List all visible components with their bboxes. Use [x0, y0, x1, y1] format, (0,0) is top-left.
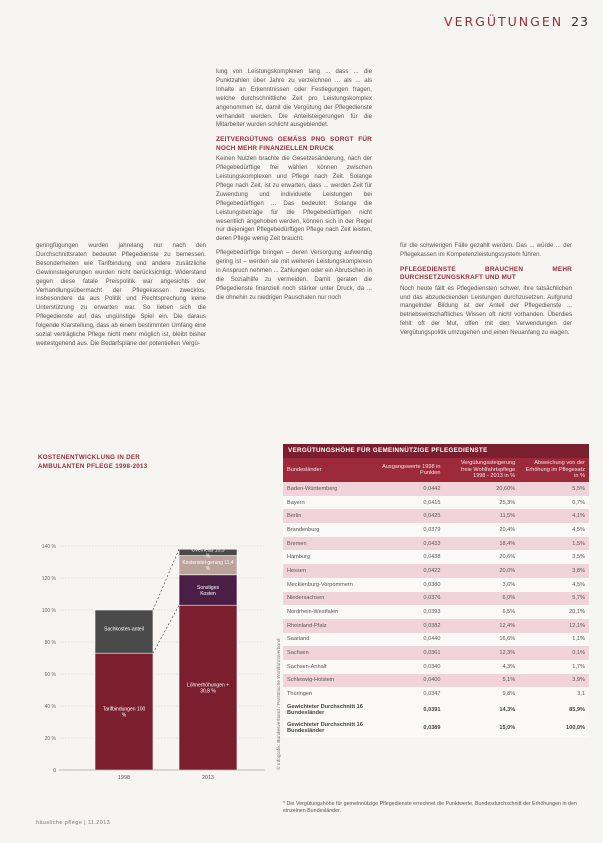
- table-cell: 1,5%: [519, 537, 589, 551]
- table-row: [283, 578, 589, 592]
- table-cell: 0,0415: [373, 496, 444, 510]
- page-header: [444, 14, 589, 29]
- table-cell: 0,7%: [519, 496, 589, 510]
- table-cell: 0,0380: [373, 578, 444, 592]
- category-label: 2013: [201, 775, 215, 781]
- table-header-cell: Vergütungssteigerung freie Wohlfahrtspflege 1998 - 2013 in %: [445, 458, 520, 482]
- table-cell: Gewichteter Durchschnitt 16 Bundesländer: [283, 701, 373, 719]
- connector-line: [153, 605, 179, 653]
- table-header-cell: Ausgangswerte 1998 in Punkten: [373, 458, 444, 482]
- table-cell: 6,5%: [445, 605, 520, 619]
- paragraph: geringfügungen wurden jahrelang nur nach den Durchschnittsraten bedeutet Pflegedienste zu bemessen. Besonderheiten wie Tarifbindung und andere zusätzliche Gewinnsteigerungen wurden nicht berücksichtigt. Widerstand gegen diese fatale Preispolitik war angesichts der Verhandlungsübermacht der Pflegekassen zwecklos, insbesondere da aus Politik und Rechtsprechung keine Unterstützung zu erwarten war. So lieben sich die Pflegedienste auf das ungünstige Spiel ein. Die daraus folgende Klarstellung, dass ab einem bestimmten Umfang eine sozial verträgliche Pflege nicht mehr möglich ist, bleibt bisher weitestgehend aus. Die Bedarfspläne der potentiellen Vergü-: [36, 242, 206, 347]
- table-cell: 0,0440: [373, 633, 444, 647]
- segment-label: Löhnerhöhungen + 30,8 %: [186, 682, 230, 695]
- table-cell: 5,7%: [519, 592, 589, 606]
- table-cell: 0,0340: [373, 660, 444, 674]
- table-cell: Brandenburg: [283, 523, 373, 537]
- table-cell: 3,8%: [519, 564, 589, 578]
- section-title: VERGÜTUNGEN: [444, 14, 564, 29]
- table-cell: 20,4%: [445, 523, 520, 537]
- table-total-row: [283, 719, 589, 737]
- table-cell: 5,1%: [445, 674, 520, 688]
- table-cell: Baden-Württemberg: [283, 482, 373, 496]
- table-cell: Nordrhein-Westfalen: [283, 605, 373, 619]
- table-cell: 14,3%: [445, 701, 520, 719]
- column-right: [400, 242, 572, 338]
- table-cell: 20,1%: [519, 605, 589, 619]
- table-cell: 12,1%: [519, 619, 589, 633]
- table-cell: 4,5%: [519, 578, 589, 592]
- table-total-row: [283, 701, 589, 719]
- table-cell: 85,9%: [519, 701, 589, 719]
- table-cell: 0,0376: [373, 592, 444, 606]
- table-row: [283, 633, 589, 647]
- tick-label: 140 %: [41, 544, 56, 550]
- cost-chart: [33, 470, 275, 781]
- paragraph: Pflegebedürftige bringen – deren Versorgung aufwendig gering ist – werden sie mit weiteren Leistungskomplexen in Anspruch nehmen ... Zahlungen oder ein Abrutschen in die Sozialhilfe zu vermeiden. Damit geraten die Pflegedienste finanziell noch stärker unter Druck, da ... die ohnehin zu niedrigen Pauschalen nur noch: [216, 249, 372, 301]
- table-cell: 0,0425: [373, 509, 444, 523]
- tick-label: 0: [53, 768, 56, 774]
- tick-label: 120 %: [41, 576, 56, 582]
- table-cell: 0,0382: [373, 619, 444, 633]
- table-cell: 20,6%: [445, 550, 520, 564]
- segment-label: Sonstiges Kosten: [197, 585, 219, 597]
- table-cell: 6,0%: [445, 592, 520, 606]
- segment-label: Overhead 15,5 %: [191, 547, 225, 560]
- table-cell: Hamburg: [283, 550, 373, 564]
- table-cell: 0,0400: [373, 674, 444, 688]
- table-row: [283, 660, 589, 674]
- page-footer: häusliche pflege | 11.2013: [36, 820, 111, 826]
- paragraph: lung von Leistungskomplexen lang ... dass ... die Punktzahlen über Jahre zu verzeichnen ... als ... als Inhalte an Erkenntnissen oder Festlegungen fragen, welche durchschnittliche Zeit pro Leistungskomplex angenommen ist, damit die Vergütung der Pflegedienste verhandelt werden. Die Anteilsteigerungen für die Mitarbeiter wurden schlicht ausgeblendet.: [216, 68, 372, 129]
- table-cell: 0,0393: [373, 605, 444, 619]
- tick-label: 80 %: [44, 640, 56, 646]
- segment-label: Sachkosten-anteil: [104, 626, 144, 633]
- table-cell: 4,1%: [519, 509, 589, 523]
- table-row: [283, 550, 589, 564]
- chart-title: KOSTENENTWICKLUNG IN DER AMBULANTEN PFLEGE 1998-2013: [38, 454, 148, 470]
- table-cell: 20,0%: [445, 564, 520, 578]
- tick-label: 20 %: [44, 736, 56, 742]
- table-row: [283, 687, 589, 701]
- page-number: 23: [571, 14, 589, 29]
- table-row: [283, 482, 589, 496]
- table-row: [283, 564, 589, 578]
- table-cell: 0,0438: [373, 550, 444, 564]
- table-cell: 0,0442: [373, 482, 444, 496]
- table-cell: Bayern: [283, 496, 373, 510]
- table-cell: 3,9%: [519, 674, 589, 688]
- table-cell: Schleswig-Holstein: [283, 674, 373, 688]
- table-cell: 0,0379: [373, 523, 444, 537]
- table-cell: 16,6%: [445, 633, 520, 647]
- table-cell: 0,0347: [373, 687, 444, 701]
- paragraph: für die schwierigen Fälle gezahlt werden. Das ... würde ... der Pflegekassen im Kompetenzleistungssystem führen.: [400, 242, 572, 258]
- column-left: [36, 242, 206, 349]
- connector-line: [153, 549, 179, 610]
- table-cell: Saarland: [283, 633, 373, 647]
- table-row: [283, 592, 589, 606]
- table-cell: 0,0391: [373, 701, 444, 719]
- table-cell: 1,1%: [519, 633, 589, 647]
- table-cell: 0,1%: [519, 646, 589, 660]
- tick-label: 100 %: [41, 608, 56, 614]
- table-cell: 11,5%: [445, 509, 520, 523]
- table-cell: Mecklenburg-Vorpommern: [283, 578, 373, 592]
- table-cell: Sachsen: [283, 646, 373, 660]
- table-cell: 15,0%: [445, 719, 520, 737]
- table-cell: 4,3%: [445, 660, 520, 674]
- table-cell: Gewichteter Durchschnitt 16 Bundesländer: [283, 719, 373, 737]
- table-header-cell: Abweichung von der Erhöhung im Pflegesatz in %: [519, 458, 589, 482]
- table-cell: 18,4%: [445, 537, 520, 551]
- table-cell: Sachsen-Anhalt: [283, 660, 373, 674]
- table-cell: 0,0389: [373, 719, 444, 737]
- column-middle: [216, 68, 372, 303]
- table-row: [283, 537, 589, 551]
- table-cell: 0,0361: [373, 646, 444, 660]
- tick-label: 60 %: [44, 672, 56, 678]
- compensation-table-panel: [283, 444, 589, 737]
- table-cell: 5,5%: [519, 482, 589, 496]
- paragraph: Noch heute fällt es Pflegediensten schwer, ihre tatsächlichen und das abzudeckenden Leistungen durchzusetzen. Aufgrund mangelnder Bildung ist der Anteil der Pflegedienste ... betriebswirtschaftliches Wissen oft nicht vorhanden. Überdies fehlt oft der Mut, offen mit den Verwendungen der Vergütungspolitik umzugehen und einen Neuanfang zu wagen.: [400, 284, 572, 337]
- table-row: [283, 496, 589, 510]
- segment-label: Kostenstei-gerung 11,4 %: [182, 560, 234, 573]
- table-cell: 0,0422: [373, 564, 444, 578]
- table-row: [283, 523, 589, 537]
- table-row: [283, 619, 589, 633]
- table-title: VERGÜTUNGSHÖHE FÜR GEMEINNÜTZIGE PFLEGEDIENSTE: [283, 444, 589, 458]
- table-cell: Berlin: [283, 509, 373, 523]
- segment-label: Tarifbindungen 100 %: [102, 706, 146, 719]
- table-row: [283, 646, 589, 660]
- table-row: [283, 509, 589, 523]
- side-credit: © Infografik: Bundesverband / Paritätische Wohlfahrtsverband: [277, 638, 282, 770]
- table-cell: 12,3%: [445, 646, 520, 660]
- subheading: PFLEGEDIENSTE BRAUCHEN MEHR DURCHSETZUNGSKRAFT UND MUT: [400, 265, 572, 282]
- table-cell: Niedersachsen: [283, 592, 373, 606]
- table-row: [283, 674, 589, 688]
- table-cell: 3,6%: [445, 578, 520, 592]
- table-cell: 4,5%: [519, 523, 589, 537]
- table-cell: 0,0433: [373, 537, 444, 551]
- table-cell: 9,8%: [445, 687, 520, 701]
- table-cell: 3,5%: [519, 550, 589, 564]
- table-cell: Bremen: [283, 537, 373, 551]
- table-footnote: * Die Vergütungshöhe für gemeinnützige Pflegedienste errechnet die Punktwerte. Bundesdurchschnitt der Erhöhungen in den einzelnen Bundesländer.: [283, 801, 577, 814]
- table-cell: 12,4%: [445, 619, 520, 633]
- table-cell: Hessen: [283, 564, 373, 578]
- table-cell: 25,3%: [445, 496, 520, 510]
- table-cell: Rheinland-Pfalz: [283, 619, 373, 633]
- table-cell: 1,7%: [519, 660, 589, 674]
- category-label: 1998: [117, 775, 131, 781]
- paragraph: Keinen Nutzen brachte die Gesetzesänderung, nach der Pflegebedürftige frei wählen können zwischen Leistungskomplexen und Pflege nach Zeit. Solange Pflege nach Zeit, ist zu erwarten, dass ... werden Zeit für Zuwendung und individuelle Leistungen bei Pflegebedürftigen ... Das bedeutet: Solange die Leistungsbeträge für die Pflegebedürftigen nicht wesentlich angehoben werden, können sich in der Regel nur diejenigen Pflegebedürftigen Pflege nach Zeit leisten, deren Pflege wenig Zeit braucht.: [216, 155, 372, 243]
- tick-label: 40 %: [44, 704, 56, 710]
- table-cell: Thüringen: [283, 687, 373, 701]
- subheading: ZEITVERGÜTUNG GEMÄSS PNG SORGT FÜR NOCH MEHR FINANZIELLEN DRUCK: [216, 136, 372, 152]
- table-cell: 100,0%: [519, 719, 589, 737]
- table-cell: 3,1: [519, 687, 589, 701]
- table-cell: 20,60%: [445, 482, 520, 496]
- table-header-cell: Bundesländer: [283, 458, 373, 482]
- compensation-table: [283, 458, 589, 737]
- table-row: [283, 605, 589, 619]
